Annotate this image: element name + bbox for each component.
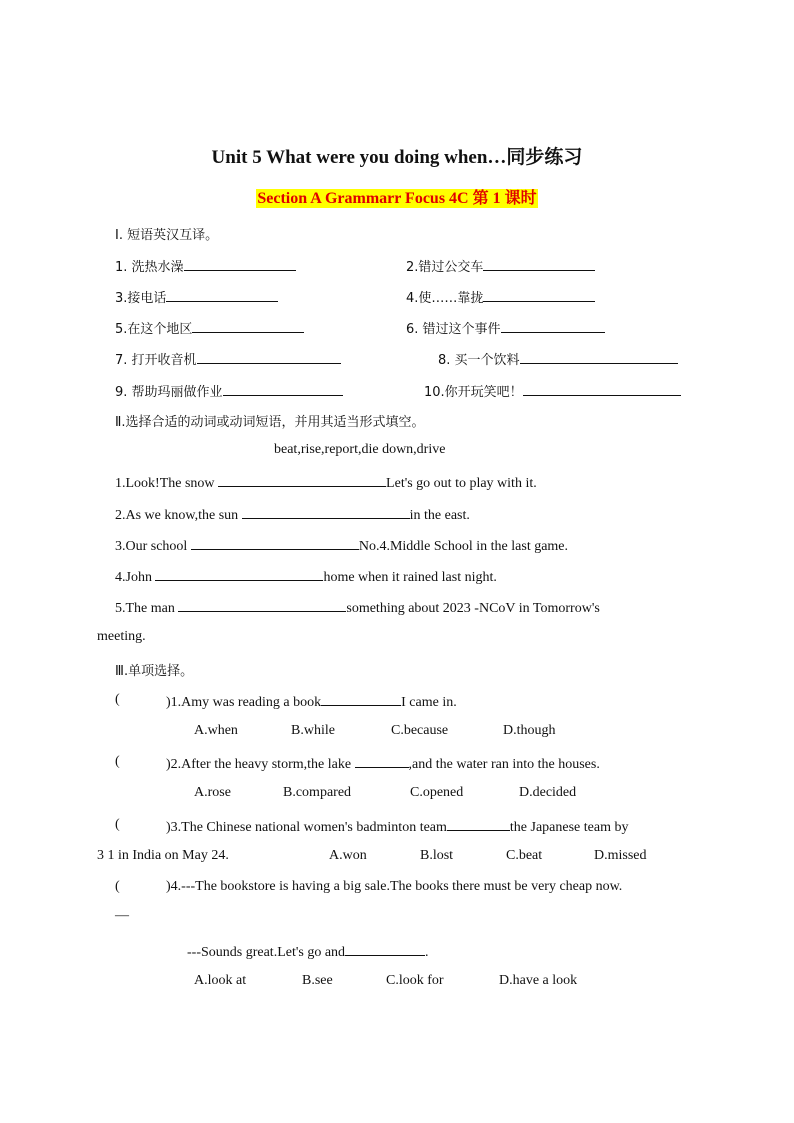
answer-blank[interactable] <box>242 505 410 519</box>
option-c[interactable]: C.because <box>391 723 449 738</box>
answer-blank[interactable] <box>192 319 304 333</box>
question-text: ---Sounds great.Let's go and <box>187 945 346 960</box>
question-text: ,and the water ran into the houses. <box>408 757 600 772</box>
answer-blank[interactable] <box>218 473 386 487</box>
answer-blank[interactable] <box>483 257 595 271</box>
phrase-item <box>406 318 605 337</box>
answer-blank[interactable] <box>191 536 359 550</box>
phrase-text: 2.错过公交车 <box>406 260 484 275</box>
phrase-text: 4.使……靠拢 <box>406 291 484 306</box>
question-text: 3.Our school <box>115 539 188 554</box>
question-text: )2.After the heavy storm,the lake <box>166 757 352 772</box>
word-bank: beat,rise,report,die down,drive <box>274 442 446 457</box>
option-d[interactable]: D.have a look <box>499 973 578 988</box>
phrase-text: 3.接电话 <box>115 291 167 306</box>
answer-blank[interactable] <box>321 692 401 706</box>
option-a[interactable]: A.won <box>329 848 367 863</box>
phrase-text: 8. 买一个饮料 <box>438 353 520 368</box>
mc-question: )4.---The bookstore is having a big sale.The books there must be very cheap now. <box>166 879 623 894</box>
question-text: )1.Amy was reading a book <box>166 695 322 710</box>
phrase-text: 1. 洗热水澡 <box>115 260 184 275</box>
question-text: the Japanese team by <box>509 820 629 835</box>
option-c[interactable]: C.look for <box>386 973 444 988</box>
answer-paren[interactable]: ( <box>115 879 120 894</box>
answer-paren[interactable]: ( <box>115 754 120 769</box>
option-d[interactable]: D.decided <box>519 785 577 800</box>
option-a[interactable]: A.rose <box>194 785 231 800</box>
phrase-item <box>115 256 296 275</box>
phrase-text: 10.你开玩笑吧！ <box>424 385 523 400</box>
option-b[interactable]: B.while <box>291 723 335 738</box>
answer-blank[interactable] <box>523 382 681 396</box>
fill-question <box>115 473 537 492</box>
answer-blank[interactable] <box>520 350 678 364</box>
phrase-text: 7. 打开收音机 <box>115 353 197 368</box>
question-text: No.4.Middle School in the last game. <box>358 539 569 554</box>
phrase-item <box>115 381 343 400</box>
section1-heading: I. 短语英汉互译。 <box>115 228 219 243</box>
question-text: I came in. <box>401 695 457 710</box>
phrase-item <box>115 287 278 306</box>
answer-paren[interactable]: ( <box>115 817 120 832</box>
fill-question <box>115 536 568 555</box>
answer-blank[interactable] <box>223 382 343 396</box>
answer-blank[interactable] <box>483 288 595 302</box>
question-text: )3.The Chinese national women's badminton team <box>166 820 447 835</box>
mc-reply <box>187 942 429 961</box>
section3-heading: Ⅲ.单项选择。 <box>115 664 194 679</box>
question-continuation: meeting. <box>97 629 146 644</box>
option-a[interactable]: A.look at <box>194 973 247 988</box>
dialogue-dash: — <box>115 908 129 923</box>
option-d[interactable]: D.though <box>503 723 556 738</box>
question-text: . <box>425 945 429 960</box>
option-a[interactable]: A.when <box>194 723 238 738</box>
option-d[interactable]: D.missed <box>594 848 647 863</box>
option-c[interactable]: C.beat <box>506 848 543 863</box>
section-subtitle: Section A Grammarr Focus 4C 第 1 课时 <box>257 190 537 207</box>
phrase-item <box>115 349 341 368</box>
answer-blank[interactable] <box>155 567 323 581</box>
answer-blank[interactable] <box>178 598 346 612</box>
answer-blank[interactable] <box>355 754 409 768</box>
option-b[interactable]: B.lost <box>420 848 454 863</box>
answer-blank[interactable] <box>447 817 510 831</box>
question-text: 1.Look!The snow <box>115 476 215 491</box>
mc-question <box>166 817 628 836</box>
answer-blank[interactable] <box>501 319 605 333</box>
answer-blank[interactable] <box>345 942 425 956</box>
phrase-text: 5.在这个地区 <box>115 322 193 337</box>
phrase-item <box>424 381 681 400</box>
section-subtitle-wrap <box>0 185 794 208</box>
fill-question <box>115 567 497 586</box>
question-text: 5.The man <box>115 601 175 616</box>
mc-question <box>166 754 600 773</box>
answer-blank[interactable] <box>197 350 341 364</box>
answer-paren[interactable]: ( <box>115 692 120 707</box>
mc-question <box>166 692 457 711</box>
phrase-item <box>115 318 304 337</box>
question-text: Let's go out to play with it. <box>386 476 537 491</box>
phrase-item <box>406 256 595 275</box>
question-continuation: 3 1 in India on May 24. <box>97 848 229 863</box>
option-b[interactable]: B.compared <box>283 785 352 800</box>
fill-question <box>115 598 600 617</box>
question-text: something about 2023 -NCoV in Tomorrow's <box>346 601 600 616</box>
question-text: home when it rained last night. <box>323 570 497 585</box>
phrase-item <box>438 349 678 368</box>
option-c[interactable]: C.opened <box>410 785 464 800</box>
question-text: 2.As we know,the sun <box>115 508 239 523</box>
option-b[interactable]: B.see <box>302 973 333 988</box>
phrase-text: 6. 错过这个事件 <box>406 322 501 337</box>
phrase-text: 9. 帮助玛丽做作业 <box>115 385 223 400</box>
page-title: Unit 5 What were you doing when…同步练习 <box>211 147 583 168</box>
answer-blank[interactable] <box>184 257 296 271</box>
question-text: 4.John <box>115 570 152 585</box>
section2-heading: Ⅱ.选择合适的动词或动词短语，并用其适当形式填空。 <box>115 415 425 430</box>
fill-question <box>115 505 470 524</box>
phrase-item <box>406 287 595 306</box>
question-text: in the east. <box>409 508 470 523</box>
answer-blank[interactable] <box>166 288 278 302</box>
